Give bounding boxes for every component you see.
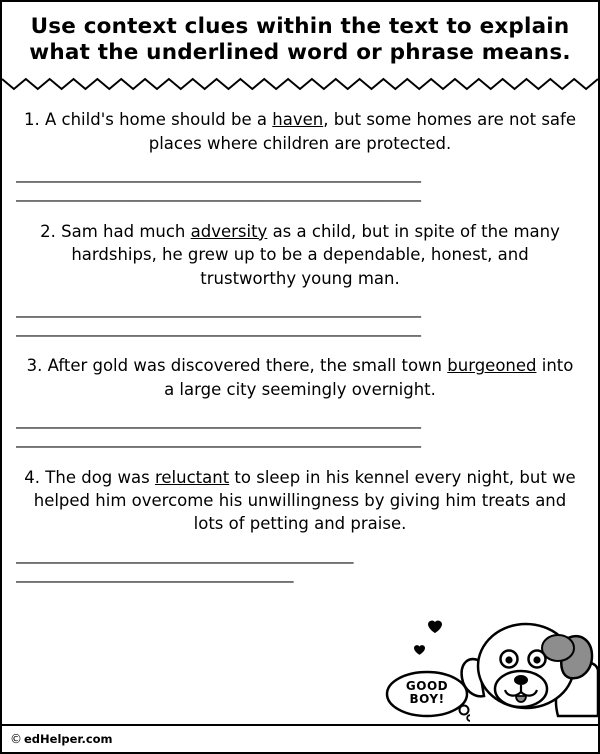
answer-line[interactable]: ______________________________________________________ bbox=[16, 319, 421, 338]
answer-line[interactable]: _____________________________________________ bbox=[16, 545, 354, 564]
copyright-icon: © bbox=[10, 732, 22, 746]
page-title: Use context clues within the text to explain what the underlined word or phrase means. bbox=[29, 14, 571, 66]
page-footer bbox=[2, 724, 598, 752]
zigzag-divider bbox=[2, 76, 598, 92]
answer-area[interactable] bbox=[16, 165, 584, 203]
question-text bbox=[16, 466, 584, 536]
question-number: 4. bbox=[24, 467, 41, 487]
answer-line[interactable]: ______________________________________________________ bbox=[16, 165, 421, 184]
question-after: , but some homes are not safe places where children are protected. bbox=[148, 110, 576, 153]
question-number: 2. bbox=[40, 221, 56, 241]
question-before: Sam had much bbox=[61, 221, 191, 241]
question-before: The dog was bbox=[45, 467, 155, 487]
question-after: into a large city seemingly overnight. bbox=[164, 356, 574, 399]
question-item bbox=[16, 108, 584, 203]
speech-line-1: GOOD bbox=[405, 678, 449, 693]
answer-line[interactable]: ______________________________________________________ bbox=[16, 411, 421, 430]
question-text bbox=[16, 108, 584, 155]
underlined-word: adversity bbox=[190, 221, 268, 241]
answer-area[interactable] bbox=[16, 411, 584, 449]
answer-line[interactable]: ______________________________________________________ bbox=[16, 430, 421, 449]
answer-area[interactable] bbox=[16, 300, 584, 338]
question-item bbox=[16, 466, 584, 585]
answer-line[interactable]: ______________________________________________________ bbox=[16, 184, 421, 203]
answer-area[interactable] bbox=[16, 546, 584, 584]
question-number: 3. bbox=[26, 356, 43, 376]
question-text bbox=[16, 220, 584, 290]
underlined-word: haven bbox=[272, 110, 324, 130]
worksheet-header bbox=[2, 2, 598, 70]
question-before: A child's home should be a bbox=[45, 110, 273, 130]
underlined-word: burgeoned bbox=[447, 356, 537, 376]
speech-bubble-text bbox=[394, 680, 460, 706]
questions-list bbox=[2, 92, 598, 584]
question-before: After gold was discovered there, the small town bbox=[47, 356, 448, 376]
site-name: edHelper.com bbox=[24, 732, 113, 746]
question-item bbox=[16, 354, 584, 449]
question-after: as a child, but in spite of the many hardships, he grew up to be a dependable, honest, and trustworthy young man. bbox=[71, 221, 560, 288]
answer-line[interactable]: ______________________________________________________ bbox=[16, 299, 421, 318]
question-item bbox=[16, 220, 584, 339]
question-text bbox=[16, 354, 584, 401]
answer-line[interactable]: _____________________________________ bbox=[16, 564, 294, 583]
question-number: 1. bbox=[24, 110, 40, 130]
speech-line-2: BOY! bbox=[409, 691, 445, 706]
underlined-word: reluctant bbox=[154, 467, 230, 487]
question-after: to sleep in his kennel every night, but we helped him overcome his unwillingness by giving him treats and lots of petting and praise. bbox=[33, 467, 576, 534]
